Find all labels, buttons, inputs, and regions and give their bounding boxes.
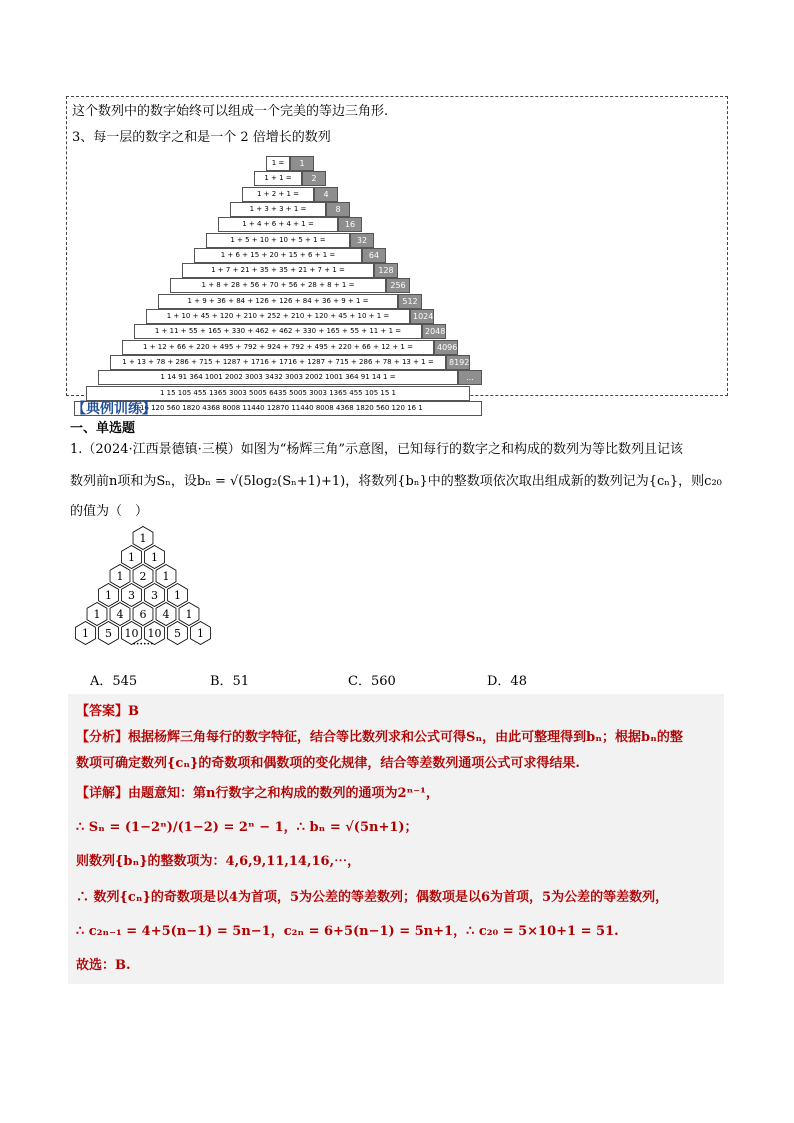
triangle-row-terms: 1 + 13 + 78 + 286 + 715 + 1287 + 1716 + 1716 + 1287 + 715 + 286 + 78 + 13 + 1 = [110,355,446,370]
triangle-row [230,202,326,217]
triangle-row-sum: 4 [314,187,338,202]
hex-cell [145,584,165,607]
triangle-row [194,248,362,263]
svg-text:5: 5 [105,627,112,640]
option-a[interactable]: A．545 [90,674,138,689]
hex-cell [76,622,96,645]
triangle-row-sum: 4096 [434,340,458,355]
triangle-row [98,370,458,385]
triangle-row-sum: ... [458,370,482,385]
triangle-row-terms: 1 + 3 + 3 + 1 = [230,202,326,217]
triangle-row-sum: 256 [386,278,410,293]
intro-line-2: 3、每一层的数字之和是一个 2 倍增长的数列 [72,130,331,145]
triangle-row-terms: 1 + 4 + 6 + 4 + 1 = [218,217,338,232]
triangle-row [170,278,386,293]
hex-cell [110,565,130,588]
triangle-row [254,171,302,186]
triangle-row-sum: 32 [350,233,374,248]
svg-text:1: 1 [116,570,124,583]
triangle-row [266,156,290,171]
detail-line-3: 则数列{bₙ}的整数项为：4,6,9,11,14,16,⋯， [76,854,361,869]
analysis-line-1 [76,726,683,745]
hexagon-pascal-figure [70,524,220,664]
triangle-row [158,294,398,309]
detail-tag: 【详解】 [76,786,129,801]
solution-block [68,694,724,984]
hex-dots: •••••• [132,641,154,648]
svg-text:10: 10 [147,627,162,640]
intro-line-1: 这个数列中的数字始终可以组成一个完美的等边三角形. [72,104,389,119]
triangle-row-sum: 2 [302,171,326,186]
triangle-row-sum: 1 [290,156,314,171]
triangle-row [182,263,374,278]
svg-text:1: 1 [162,570,170,583]
section-title: 【典例训练】 [72,401,156,417]
svg-text:1: 1 [185,608,193,621]
triangle-row-sum: 8 [326,202,350,217]
hex-cell [99,622,119,645]
hex-cell [133,603,153,626]
triangle-row-sum: 8192 [446,355,470,370]
triangle-row-terms: 1 + 2 + 1 = [242,187,314,202]
triangle-row-sum: 16 [338,217,362,232]
detail-line-5: ∴ c₂ₙ₋₁ = 4+5(n−1) = 5n−1，c₂ₙ = 6+5(n−1) = 5n+1，∴ c₂₀ = 5×10+1 = 51. [76,924,619,939]
option-c[interactable]: C．560 [348,674,396,689]
svg-text:5: 5 [174,627,181,640]
triangle-row-terms: 1 16 120 560 1820 4368 8008 11440 12870 11440 8008 4368 1820 560 120 16 1 [74,401,482,416]
triangle-row [122,340,434,355]
hex-cell [156,603,176,626]
svg-text:1: 1 [174,589,181,602]
triangle-row-terms: 1 14 91 364 1001 2002 3003 3432 3003 2002 1001 364 91 14 1 = [98,370,458,385]
analysis-line-2: 数项可确定数列{cₙ}的奇数项和偶数项的变化规律，结合等差数列通项公式可求得结果. [76,756,580,771]
svg-text:4: 4 [116,608,124,621]
hex-cell [156,565,176,588]
triangle-row-sum: 64 [362,248,386,263]
detail-text-1: 由题意知：第n行数字之和构成的数列的通项为2ⁿ⁻¹， [128,786,439,801]
detail-line-2: ∴ Sₙ = (1−2ⁿ)/(1−2) = 2ⁿ − 1，∴ bₙ = √(5n+1)； [76,820,418,835]
triangle-row [134,324,422,339]
svg-text:1: 1 [139,532,147,545]
triangle-row-terms: 1 + 12 + 66 + 220 + 495 + 792 + 924 + 792 + 495 + 220 + 66 + 12 + 1 = [122,340,434,355]
detail-line-4: ∴ 数列{cₙ}的奇数项是以4为首项，5为公差的等差数列；偶数项是以6为首项，5为公差的等差数列， [76,890,669,905]
triangle-row-sum: 512 [398,294,422,309]
hex-cell [168,622,188,645]
hex-cell [168,584,188,607]
triangle-row [110,355,446,370]
hex-cell [191,622,211,645]
triangle-row [146,309,410,324]
triangle-row-terms: 1 + 7 + 21 + 35 + 35 + 21 + 7 + 1 = [182,263,374,278]
answer-value: B [128,704,140,719]
answer-line [76,700,139,719]
analysis-tag: 【分析】 [76,730,129,745]
triangle-row-terms: 1 15 105 455 1365 3003 5005 6435 5005 3003 1365 455 105 15 1 [86,386,470,401]
svg-text:1: 1 [197,627,204,640]
triangle-row-terms: 1 = [266,156,290,171]
question-line-3: 的值为（ ） [70,504,149,519]
svg-text:3: 3 [128,589,135,602]
triangle-row-terms: 1 + 5 + 10 + 10 + 5 + 1 = [206,233,350,248]
triangle-row [218,217,338,232]
triangle-row-sum: 128 [374,263,398,278]
svg-text:6: 6 [139,608,147,621]
svg-text:3: 3 [151,589,158,602]
option-d[interactable]: D．48 [487,674,527,689]
triangle-row-terms: 1 + 10 + 45 + 120 + 210 + 252 + 210 + 120 + 45 + 10 + 1 = [146,309,410,324]
svg-text:1: 1 [151,551,158,564]
analysis-text-1: 根据杨辉三角每行的数字特征，结合等比数列求和公式可得Sₙ，由此可整理得到bₙ；根据bₙ的整 [128,730,683,745]
triangle-row-terms: 1 + 1 = [254,171,302,186]
svg-text:1: 1 [105,589,112,602]
hex-cell [122,546,142,569]
svg-text:4: 4 [162,608,170,621]
svg-text:10: 10 [124,627,139,640]
triangle-row-sum: 2048 [422,324,446,339]
svg-text:1: 1 [93,608,101,621]
triangle-row-sum: 1024 [410,309,434,324]
triangle-row [206,233,350,248]
answer-tag: 【答案】 [76,704,129,719]
question-line-1: 1.（2024·江西景德镇·三模）如图为“杨辉三角”示意图，已知每行的数字之和构成的数列为等比数列且记该 [70,442,684,457]
svg-text:1: 1 [128,551,135,564]
hex-cell [87,603,107,626]
hex-cell [133,527,153,550]
question-line-2: 数列前n项和为Sₙ，设bₙ = √(5log₂(Sₙ+1)+1)，将数列{bₙ}中的整数项依次取出组成新的数列记为{cₙ}，则c₂₀ [70,474,722,489]
svg-text:2: 2 [139,570,147,583]
svg-text:1: 1 [82,627,89,640]
triangle-row-terms: 1 + 11 + 55 + 165 + 330 + 462 + 462 + 330 + 165 + 55 + 11 + 1 = [134,324,422,339]
triangle-row-terms: 1 + 9 + 36 + 84 + 126 + 126 + 84 + 36 + 9 + 1 = [158,294,398,309]
triangle-row-terms: 1 + 6 + 15 + 20 + 15 + 6 + 1 = [194,248,362,263]
hex-cell [122,584,142,607]
hex-cell [99,584,119,607]
final-answer-line: 故选：B. [76,958,131,973]
hex-cell [145,546,165,569]
section-subtitle: 一、单选题 [70,421,136,436]
detail-line-1 [76,782,439,801]
triangle-row [242,187,314,202]
triangle-row-terms: 1 + 8 + 28 + 56 + 70 + 56 + 28 + 8 + 1 = [170,278,386,293]
hex-cell [133,565,153,588]
hex-cell [110,603,130,626]
option-b[interactable]: B．51 [210,674,250,689]
hex-cell [179,603,199,626]
